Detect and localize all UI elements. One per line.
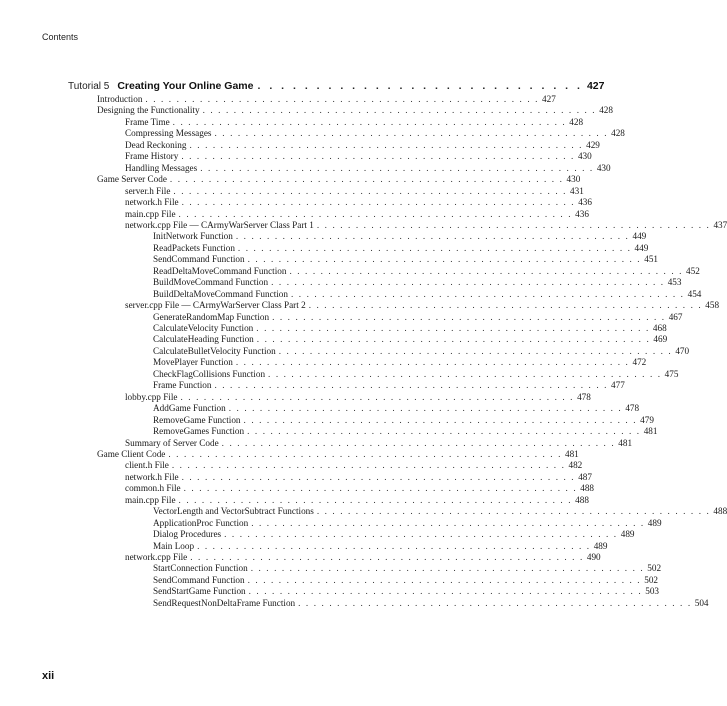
- toc-entry-page-number: 449: [634, 242, 649, 253]
- toc-entry[interactable]: [153, 368, 679, 380]
- toc-entry-page-number: 482: [568, 460, 583, 471]
- toc-entry-title: AddGame Function: [153, 403, 226, 414]
- toc-entry-page-number: 453: [667, 277, 682, 288]
- dot-leader: . . . . . . . . . . . . . . . . . . . . . . . . . . . . . . . . . . . . . . . . . . . . . . . . . . .: [250, 563, 645, 574]
- toc-entry-title: BuildMoveCommand Function: [153, 277, 269, 288]
- toc-entry-page-number: 436: [578, 197, 592, 208]
- toc-entry-title: client.h File: [125, 460, 169, 471]
- toc-entry-page-number: 437: [713, 219, 727, 230]
- dot-leader: . . . . . . . . . . . . . . . . . . . . . . . . . . . . . . . . . . . . . . . . . . . . . . . . . . .: [214, 128, 609, 139]
- toc-entry[interactable]: [153, 426, 658, 437]
- toc-entry[interactable]: [153, 540, 608, 552]
- toc-entry-page-number: 428: [569, 116, 584, 127]
- dot-leader: . . . . . . . . . . . . . . . . . . . . . . . . . . . . . . . . . . . . . . . . . . . . . . . . . . .: [181, 197, 576, 208]
- toc-entry[interactable]: [153, 597, 709, 609]
- toc-entry-page-number: 468: [652, 323, 667, 333]
- dot-leader: . . . . . . . . . . . . . . . . . . . . . . . . . . . . . . . . . . . . . . . . . . . . . . . . . . .: [197, 540, 591, 551]
- toc-entry[interactable]: [153, 357, 647, 368]
- toc-entry-title: common.h File: [125, 483, 181, 494]
- dot-leader: . . . . . . . . . . . . . . . . . . . . . . . . . . . . . . . . . . . . . . . . . . . . . . . . . . .: [256, 334, 651, 345]
- toc-entry-page-number: 487: [578, 471, 592, 482]
- toc-entry-page-number: 479: [640, 414, 654, 425]
- toc-entry[interactable]: [125, 185, 584, 197]
- toc-entry-title: ReadDeltaMoveCommand Function: [153, 265, 287, 276]
- toc-entry[interactable]: [153, 403, 640, 414]
- toc-entry-title: Compressing Messages: [125, 128, 212, 139]
- dot-leader: . . . . . . . . . . . . . . . . . . . . . . . . . . . . . . . . . . . . . . . . . . . . . . . . . . .: [235, 357, 630, 368]
- toc-entry-title: Handling Messages: [125, 162, 198, 173]
- toc-entry[interactable]: [125, 116, 584, 128]
- table-of-contents: [0, 80, 727, 640]
- dot-leader: . . . . . . . . . . . . . . . . . . . . . . . . . . . . . . . . . . . . . . . . . . . . . . . . . . .: [181, 471, 576, 482]
- dot-leader: . . . . . . . . . . . . . . . . . . . . . . . . . . . . . . . . . . . . . . . . . . . . . . . . . . .: [251, 517, 645, 528]
- toc-entry-title: GenerateRandomMap Function: [153, 311, 270, 322]
- toc-entry-page-number: 488: [575, 494, 589, 505]
- toc-entry-title: server.cpp File — CArmyWarServer Class Part 2: [125, 300, 306, 311]
- toc-entry-title: network.cpp File — CArmyWarServer Class Part 1: [125, 219, 314, 230]
- dot-leader: . . . . . . . . . . . . . . . . . . . . . . . . . . . . . . . . . . . . . . . . . . . . . . . . . . .: [189, 139, 584, 150]
- toc-entry-page-number: 428: [611, 128, 625, 139]
- dot-leader: . . . . . . . . . . . . . . . . . . . . . . . . . . . . . . . . . . . . . . . . . . . . . . . . . . .: [289, 265, 684, 276]
- dot-leader: . . . . . . . . . . . . . . . . . . . . . . . . . . . . . . . . . . . . . . . . . . . . . . . . . . .: [180, 391, 575, 402]
- toc-entry-page-number: 430: [566, 174, 581, 185]
- toc-entry[interactable]: [125, 197, 592, 208]
- dot-leader: . . . . . . . . . . . . . . . . . . . . . . . . . . . . . . . . . . . . . . . . . . . . . . . . . . .: [247, 254, 642, 265]
- toc-entry[interactable]: [153, 380, 625, 391]
- toc-entry-page-number: 475: [664, 368, 679, 379]
- toc-entry-title: Game Client Code: [97, 448, 166, 459]
- toc-entry-title: ReadPackets Function: [153, 242, 235, 253]
- dot-leader: . . . . . . . . . . . . . . . . . . . . . . . . . . . . . . . . . . . . . . . . . . . . . . . . . . .: [169, 174, 564, 185]
- toc-entry-page-number: 451: [644, 254, 658, 265]
- toc-entry-page-number: 477: [611, 380, 625, 391]
- toc-entry-title: BuildDeltaMoveCommand Function: [153, 288, 288, 299]
- toc-entry-title: Game Server Code: [97, 174, 167, 185]
- dot-leader: . . . . . . . . . . . . . . . . . . . . . . . . . . . . . . . . . . . . . . . . . . . . . . . . . . .: [298, 597, 692, 608]
- toc-entry[interactable]: [153, 529, 635, 540]
- toc-entry-page-number: 449: [632, 231, 647, 242]
- toc-entry-page-number: 490: [586, 552, 601, 562]
- dot-leader: . . . . . . . . . . . . . . . . . . . . . . . . . . . . . . . . . . . . . . . . . . . . . . . . . . .: [271, 277, 665, 288]
- toc-entry[interactable]: [125, 300, 720, 311]
- dot-leader: . . . . . . . . . . . . . . . . . . . . . . . . . . . . . . . . . . . . . . . . . . . . . . . . . . .: [237, 242, 632, 253]
- toc-entry-title: MovePlayer Function: [153, 357, 233, 368]
- toc-entry[interactable]: [125, 552, 601, 563]
- toc-entry-page-number: 502: [647, 563, 662, 574]
- toc-entry-page-number: 478: [625, 403, 640, 414]
- toc-entry-title: StartConnection Function: [153, 563, 248, 574]
- toc-entry[interactable]: [153, 345, 690, 357]
- toc-entry-page-number: 436: [575, 208, 589, 219]
- toc-entry-title: CalculateVelocity Function: [153, 323, 254, 333]
- running-header: Contents: [42, 32, 79, 42]
- toc-entry-page-number: 478: [577, 391, 591, 402]
- toc-entry-page-number: 489: [593, 540, 608, 551]
- dot-leader: . . . . . . . . . . . . . . . . . . . . . . . . . . . . . . . . . . . . . . . . . . . . . . . . . . .: [268, 368, 662, 379]
- toc-entry-page-number: 427: [542, 94, 556, 104]
- dot-leader: . . . . . . . . . . . . . . . . . . . . . . . . . . . . . . . . . . . . . . . . . . . . . . . . . . .: [316, 219, 711, 230]
- toc-entry-title: VectorLength and VectorSubtract Functions: [153, 506, 314, 517]
- toc-entry-title: CalculateBulletVelocity Function: [153, 345, 276, 356]
- toc-entry[interactable]: [97, 105, 613, 116]
- toc-entry[interactable]: [153, 288, 702, 300]
- toc-entry-page-number: 467: [668, 311, 683, 322]
- toc-entry[interactable]: [97, 94, 556, 105]
- toc-entry[interactable]: [125, 162, 611, 174]
- toc-entry-page-number: 472: [632, 357, 647, 368]
- toc-entry[interactable]: [153, 586, 660, 597]
- dot-leader: . . . . . . . . . . . . . . . . . . . . . . . . . . . . . . . . . . . . . . . . . . . . . . . . . . .: [235, 231, 630, 242]
- toc-entry-title: lobby.cpp File: [125, 391, 178, 402]
- toc-entry[interactable]: [125, 219, 727, 231]
- toc-entry[interactable]: [153, 517, 662, 529]
- toc-entry-page-number: 431: [570, 185, 584, 196]
- toc-entry[interactable]: [125, 471, 592, 483]
- toc-entry-title: InitNetwork Function: [153, 231, 233, 242]
- dot-leader: . . . . . . . . . . . . . . . . . . . . . . . . . . . . . . . . . . . . . . . . . . . . . . . . . . .: [256, 323, 650, 333]
- toc-entry[interactable]: [153, 242, 649, 254]
- toc-entry-title: ApplicationProc Function: [153, 517, 249, 528]
- dot-leader: . . . . . . . . . . . . . . . . . . . . . . . . . . . . . . . . . . . . . . . . . . . . . . . . . . .: [228, 403, 623, 414]
- dot-leader: . . . . . . . . . . . . . . . . . . . . . . . . . . . . . . . . . . . . . . . . . . . . . . . . . . .: [178, 494, 573, 505]
- toc-entry-title: SendStartGame Function: [153, 586, 246, 597]
- tutorial-page-number: 427: [586, 80, 605, 92]
- toc-entry-page-number: 503: [645, 586, 660, 597]
- toc-entry-title: SendRequestNonDeltaFrame Function: [153, 597, 296, 608]
- toc-entry-page-number: 429: [586, 139, 600, 150]
- page-number: xii: [42, 670, 55, 682]
- dot-leader: . . . . . . . . . . . . . . . . . . . . . . . . . . . . . . . . . . . . . . . . . . . . . . . . . . .: [200, 162, 594, 173]
- dot-leader: . . . . . . . . . . . . . . . . . . . . . . . . . . . . . . . . . . . . . . . . . . . . . . . . . . .: [278, 345, 673, 356]
- toc-entry-title: Dead Reckoning: [125, 139, 187, 150]
- toc-entry[interactable]: [153, 334, 668, 345]
- toc-entry[interactable]: [153, 254, 658, 265]
- toc-entry-title: Frame Function: [153, 380, 212, 391]
- toc-entry[interactable]: [125, 391, 591, 403]
- dot-leader: . . . . . . . . . . . . . . . . . . . . . . . . . . . . . . . . . . . . . . . . . . . . . . . . . . .: [145, 94, 540, 104]
- toc-entry-title: RemoveGames Function: [153, 426, 245, 437]
- dot-leader: . . . . . . . . . . . . . . . . . . . . . . . . . . . . . . . . . . . . . . . . . . . . . . . . . . .: [291, 288, 685, 299]
- tutorial-title: Creating Your Online Game: [117, 80, 254, 92]
- toc-entry[interactable]: [153, 323, 667, 334]
- dot-leader: . . . . . . . . . . . . . . . . . . . . . . . . . . . . . . . . . . . . . . . . . . . . . . . . . . .: [248, 586, 643, 597]
- toc-entry[interactable]: [153, 265, 700, 277]
- toc-entry[interactable]: [125, 437, 633, 449]
- toc-entry-title: network.h File: [125, 471, 179, 482]
- toc-entry-title: Dialog Procedures: [153, 529, 222, 540]
- toc-entry-title: Main Loop: [153, 540, 195, 551]
- toc-entry-page-number: 454: [687, 288, 702, 299]
- dot-leader: . . . . . . . . . . . . . . . . . . . . . . . . . . . . . . . . . . . . . . . . . . . . . . . . . . .: [181, 151, 575, 162]
- toc-entry-title: Introduction: [97, 94, 143, 104]
- dot-leader: . . . . . . . . . . . . . . . . . . . . . . . . . . . . . . . . . . . . . . . . . . . . . . . . . . .: [183, 483, 578, 494]
- dot-leader: . . . . . . . . . . . . . . . . . . . . . . . . . . . . . . . . . . . . . . . . . . . . . . . . . . .: [224, 529, 618, 540]
- toc-entry-title: RemoveGame Function: [153, 414, 241, 425]
- tutorial-heading: [68, 80, 605, 94]
- toc-entry-title: network.h File: [125, 197, 179, 208]
- toc-entry-page-number: 469: [653, 334, 668, 345]
- dot-leader: . . . . . . . . . . . . . . . . . . . . . . . . . . . . . . . . . . . . . . . . . . . . . . . . . . .: [178, 208, 573, 219]
- toc-entry-page-number: 489: [620, 529, 635, 540]
- toc-entry-title: SendCommand Function: [153, 574, 245, 585]
- toc-entry[interactable]: [97, 174, 581, 185]
- toc-entry[interactable]: [125, 139, 600, 151]
- dot-leader: . . . . . . . . . . . . . . . . . . . . . . . . . . . . . . . . . . . . . . . . . . . . . . . . . . .: [172, 116, 567, 127]
- toc-entry-page-number: 452: [686, 265, 700, 276]
- toc-entry[interactable]: [125, 128, 625, 139]
- dot-leader: . . . . . . . . . . . . . . . . . . . . . . . . . . . . . . . . . . . . . . . . . . . . . . . . . . .: [214, 380, 609, 391]
- toc-entry[interactable]: [97, 448, 579, 460]
- toc-entry-title: Frame Time: [125, 116, 170, 127]
- toc-entry-page-number: 430: [577, 151, 592, 162]
- toc-entry-page-number: 489: [647, 517, 662, 528]
- toc-entry[interactable]: [125, 208, 589, 220]
- dot-leader: . . . . . . . . . . . . . . . . . . . . . . . . . . . . . . . . . . . . . . . . . . . . . . . . . . .: [247, 574, 642, 585]
- toc-entry[interactable]: [153, 277, 682, 288]
- toc-entry-title: CheckFlagCollisions Function: [153, 368, 266, 379]
- toc-entry-page-number: 458: [705, 300, 720, 311]
- toc-entry[interactable]: [153, 574, 658, 586]
- dot-leader: . . . . . . . . . . . . . . . . . . . . . . . . . . . . . . . . . . . . . . . . . . . . . . . . . . .: [308, 300, 703, 311]
- toc-entry[interactable]: [153, 231, 647, 242]
- toc-entry-title: Frame History: [125, 151, 179, 162]
- dot-leader: . . . . . . . . . . . . . . . . . . . . . . . . . . . . . . . . . . . . . . . . . . . . . . . . . . .: [168, 448, 562, 459]
- dot-leader: . . . . . . . . . . . . . . . . . . . . . . . . . . . . . . . . . . . . . . . . . . . . . . . . . . .: [173, 185, 568, 196]
- toc-entry-page-number: 481: [564, 448, 579, 459]
- toc-entry-title: SendCommand Function: [153, 254, 245, 265]
- toc-entry-title: Summary of Server Code: [125, 437, 219, 448]
- toc-entry-page-number: 470: [675, 345, 690, 356]
- toc-entry[interactable]: [153, 563, 662, 574]
- toc-entry[interactable]: [153, 506, 727, 517]
- dot-leader: . . . . . . . . . . . . . . . . . . . . . . . . . . . . . . . . . . . . . . . . . . . . . . . . . . .: [316, 506, 711, 517]
- dot-leader: . . . . . . . . . . . . . . . . . . . . . . . . . . . . . . . . . . . . . . . . . . . . . . . . . . .: [190, 552, 584, 562]
- toc-entry[interactable]: [125, 494, 589, 506]
- tutorial-label: Tutorial 5: [68, 81, 110, 92]
- toc-entry-title: network.cpp File: [125, 552, 188, 562]
- toc-entry[interactable]: [125, 151, 592, 162]
- dot-leader: . . . . . . . . . . . . . . . . . . . . . . . . . . . . . . . . . . . . . . . . . . . . . . . . . . .: [202, 105, 597, 116]
- toc-entry-page-number: 488: [713, 506, 727, 517]
- toc-entry-page-number: 481: [618, 437, 633, 448]
- dot-leader: . . . . . . . . . . . . . . . . . . . . . . . . . . . . . . . . . . . . . . . . . . . . . . . . . . .: [247, 426, 641, 437]
- dot-leader: . . . . . . . . . . . . . . . . . . . . . . . . . . . . . . . . . . . . . . . . . . . . . . . . . . .: [272, 311, 666, 322]
- dot-leader: . . . . . . . . . . . . . . . . . . . . . . . . . . . . . . . . . . . . . . . . . . . . . . . . . . .: [221, 437, 616, 448]
- dot-leader: . . . . . . . . . . . . . . . . . . . . . . . . . . . . . . . . . . . . . . . . . . . . . . . . . . .: [171, 460, 566, 471]
- dot-leader: . . . . . . . . . . . . . . . . . . . . . . . . . . . .: [257, 80, 583, 92]
- toc-entry-title: main.cpp File: [125, 494, 176, 505]
- toc-entry-page-number: 488: [580, 483, 595, 494]
- toc-entry-page-number: 502: [644, 574, 658, 585]
- toc-entry[interactable]: [125, 460, 583, 471]
- toc-entry[interactable]: [125, 483, 595, 494]
- toc-entry[interactable]: [153, 414, 654, 426]
- toc-entry-page-number: 481: [643, 426, 658, 437]
- toc-entry-title: Designing the Functionality: [97, 105, 200, 116]
- toc-entry-title: main.cpp File: [125, 208, 176, 219]
- toc-entry-title: CalculateHeading Function: [153, 334, 254, 345]
- toc-entry[interactable]: [153, 311, 683, 323]
- toc-entry-title: server.h File: [125, 185, 171, 196]
- toc-entry-page-number: 428: [599, 105, 613, 116]
- dot-leader: . . . . . . . . . . . . . . . . . . . . . . . . . . . . . . . . . . . . . . . . . . . . . . . . . . .: [243, 414, 638, 425]
- toc-entry-page-number: 430: [596, 162, 611, 173]
- toc-entry-page-number: 504: [694, 597, 709, 608]
